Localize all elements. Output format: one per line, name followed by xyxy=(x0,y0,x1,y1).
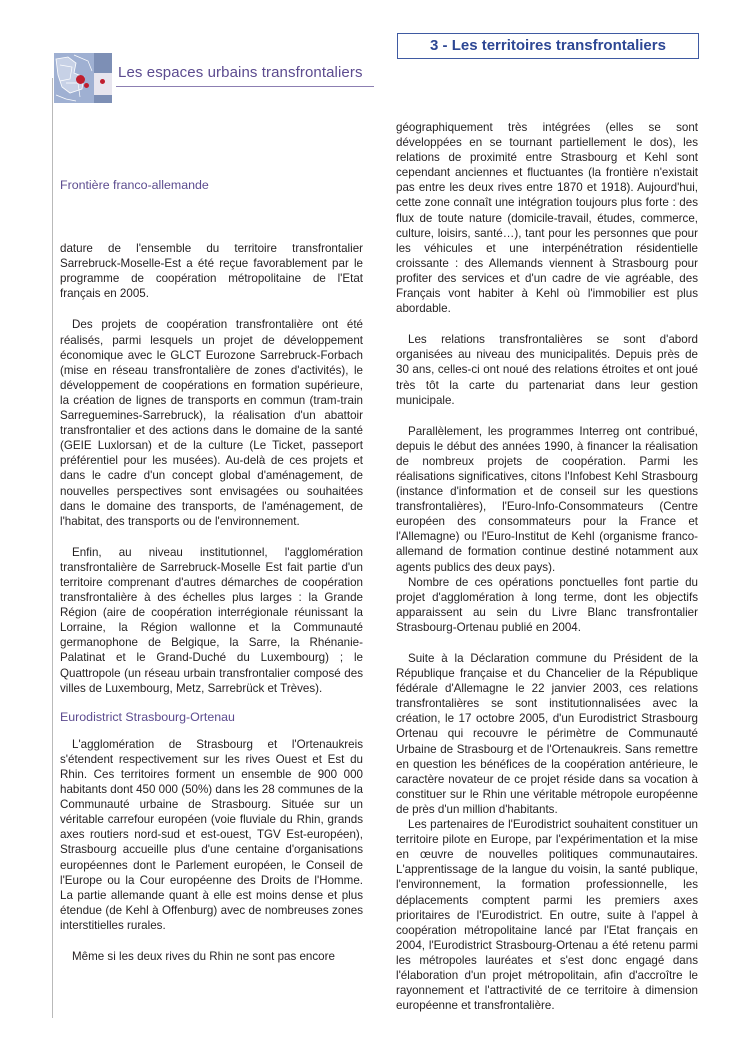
location-marker-icon xyxy=(84,83,89,88)
paragraph: dature de l'ensemble du territoire transfrontalier Sarrebruck-Moselle-Est a été reçue favorablement par le programme de coopération métropolitaine de l'Etat français en 2005. xyxy=(60,242,363,301)
paragraph: Nombre de ces opérations ponctuelles font partie du projet d'agglomération à long terme, dont les objectifs apparaissent au sein du Livre Blanc transfrontalier Strasbourg-Ortenau publié en 2004. xyxy=(396,575,698,634)
section-heading-eurodistrict: Eurodistrict Strasbourg-Ortenau xyxy=(60,709,235,724)
left-column xyxy=(60,178,363,964)
paragraph: géographiquement très intégrées (elles se sont développées en se tournant partiellement le dos), les relations de proximité entre Strasbourg et Kehl sont cependant anciennes et fluctuantes (la frontière n'existait pas entre les deux rives entre 1870 et 1918). Aujourd'hui, cette zone connaît une intégration toujours plus forte : des flux de toute nature (domicile-travail, études, commerce, culture, loisirs, santé…), tant pour les personnes que pour les véhicules et une interpénétration résidentielle croissante : des Allemands viennent à Strasbourg pour profiter des services et d'un cadre de vie agréable, des Français vont habiter à Kehl où l'immobilier est plus abordable. xyxy=(396,121,698,316)
location-marker-icon xyxy=(100,79,105,84)
paragraph: Parallèlement, les programmes Interreg ont contribué, depuis le début des années 1990, à financer la réalisation de nombreux projets de coopération. Parmi les réalisations significatives, citons l'Infobest Kehl Strasbourg (instance d'information et de conseil sur les questions transfrontalières), l'Euro-Info-Consommateurs (Centre européen des consommateurs pour la France et l'Allemagne) ou l'Euro-Institut de Kehl (organisme franco-allemand de formation continue destiné notamment aux agents publics des deux pays). xyxy=(396,424,698,574)
paragraph: Même si les deux rives du Rhin ne sont pas encore xyxy=(72,950,335,964)
section-title-rule xyxy=(116,86,374,87)
paragraph: Des projets de coopération transfrontalière ont été réalisés, parmi lesquels un projet de développement économique avec le GLCT Eurozone Sarrebruck-Forbach (mise en réseau transfrontalière de zones d'activités), le développement de coopérations en formation supérieure, la création de lignes de transports en commun (tram-train Sarreguemines-Sarrebruck), la réalisation d'un abattoir transfrontalier et des actions dans le domaine de la santé (GEIE Luxlorsan) et de la culture (Le Ticket, passeport préférentiel pour les musées). Au-delà de ces projets et dans le cadre d'un concept global d'aménagement, de nouvelles perspectives sont envisagées ou souhaitées dans le domaine des transports, de l'aménagement, de l'habitat, des transports ou de l'environnement. xyxy=(60,318,363,528)
page-margin-rule xyxy=(52,78,53,1018)
paragraph: Les relations transfrontalières se sont d'abord organisées au niveau des municipalités. Depuis près de 30 ans, celles-ci ont noué des relations étroites et ont joué très tôt la carte du partenariat dans leur gestion municipale. xyxy=(396,333,698,407)
inset-map-icon xyxy=(94,73,112,95)
paragraph: Les partenaires de l'Eurodistrict souhaitent constituer un territoire pilote en Europe, par l'expérimentation et la mise en œuvre de nouvelles politiques communautaires. L'apprentissage de la langue du voisin, la santé publique, l'environnement, la formation professionnelle, les déplacements comptent parmi les premiers axes prioritaires de l'Eurodistrict. En outre, suite à l'appel à coopération métropolitaine lancé par l'Etat français en 2004, l'Eurodistrict Strasbourg-Ortenau a été retenu parmi les métropoles lauréates et s'est donc engagé dans l'élaboration d'un projet métropolitain, afin d'accroître le rayonnement et l'attractivité de ce territoire à dimension européenne et transfrontalière. xyxy=(396,818,698,1013)
location-marker-icon xyxy=(76,75,85,84)
right-column xyxy=(396,120,698,1013)
chapter-title: 3 - Les territoires transfrontaliers xyxy=(397,33,699,59)
paragraph: L'agglomération de Strasbourg et l'Ortenaukreis s'étendent respectivement sur les rives Ouest et Est du Rhin. Ces territoires forment un ensemble de 900 000 habitants dont 450 000 (50%) dans les 28 communes de la Communauté urbaine de Strasbourg. Située sur un véritable carrefour européen (voie fluviale du Rhin, grands axes routiers nord-sud et est-ouest, TGV Est-européen), Strasbourg accueille plus d'une centaine d'organisations européennes dont le Parlement européen, le Conseil de l'Europe ou la Cour européenne des Droits de l'Homme. La partie allemande quant à elle est moins dense et plus étendue (de Kehl à Offenburg) avec de nombreuses zones interstitielles rurales. xyxy=(60,737,363,932)
map-icon xyxy=(54,53,94,103)
paragraph: Suite à la Déclaration commune du Président de la République française et du Chancelier de la République fédérale d'Allemagne le 22 janvier 2003, ces relations transfrontalières se sont institutionnalisées avec la création, le 17 octobre 2005, d'un Eurodistrict Strasbourg Ortenau qui recouvre le périmètre de Communauté Urbaine de Strasbourg et de l'Ortenaukreis. Sans remettre en question les bénéfices de la coopération antérieure, le caractère novateur de ce projet réside dans sa vocation à constituer sur le Rhin une véritable métropole européenne de près d'un million d'habitants. xyxy=(396,652,698,816)
section-heading-franco-allemande: Frontière franco-allemande xyxy=(60,178,209,192)
paragraph: Enfin, au niveau institutionnel, l'agglomération transfrontalière de Sarrebruck-Moselle Est fait partie d'un territoire comprenant d'autres démarches de coopération transfrontalière à des échelles plus larges : la Grande Région (aire de coopération interrégionale réunissant la Lorraine, la Région wallonne et la Communauté germanophone de Belgique, la Sarre, la Rhénanie-Palatinat et le Grand-Duché du Luxembourg) ; le Quattropole (un réseau urbain transfrontalier composé des villes de Luxembourg, Metz, Sarrebrück et Trèves). xyxy=(60,545,363,695)
section-title: Les espaces urbains transfrontaliers xyxy=(118,64,363,81)
section-logo-map xyxy=(54,53,112,103)
